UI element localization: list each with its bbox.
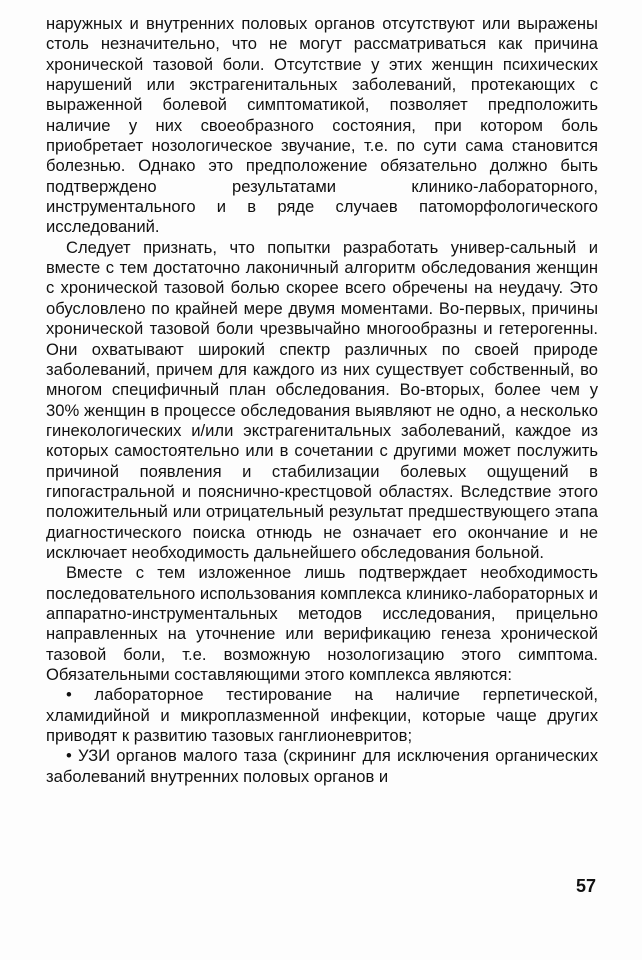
paragraph-algorithm: Следует признать, что попытки разработать универ-сальный и вместе с тем достаточно лаконичный алгоритм обследования женщин с хронической тазовой болью скорее всего обречены на неудачу. Это обусловлено по крайней мере двумя моментами. Во-первых, причины хронической тазовой боли чрезвычайно многообразны и гетерогенны. Они охватывают широкий спектр различных по своей природе заболеваний, причем для каждого из них существует собственный, во многом специфичный план обследования. Во-вторых, более чем у 30% женщин в процессе обследования выявляют не одно, а несколько гинекологических и/или экстрагенитальных заболеваний, каждое из которых самостоятельно или в сочетании с другими может послужить причиной появления и стабилизации болевых ощущений в гипогастральной и пояснично-крестцовой областях. Вследствие этого положительный или отрицательный результат предшествующего этапа диагностического поиска отнюдь не означает его окончание и не исключает необходимость дальнейшего обследования больной. bbox=[46, 237, 598, 562]
paragraph-methods: Вместе с тем изложенное лишь подтверждает необходимость последовательного использования комплекса клинико-лабораторных и аппаратно-инструментальных методов исследования, прицельно направленных на уточнение или верификацию генеза хронической тазовой боли, т.е. возможную нозологизацию этого симптома. Обязательными составляющими этого комплекса являются: bbox=[46, 563, 598, 684]
list-item-lab-testing: • лабораторное тестирование на наличие герпетической, хламидийной и микроплазменной инфекции, которые чаще других приводят к развитию тазовых ганглионевритов; bbox=[46, 685, 598, 746]
list-item-ultrasound: • УЗИ органов малого таза (скрининг для исключения органических заболеваний внутренних половых органов и bbox=[46, 746, 598, 786]
body-text bbox=[46, 14, 598, 787]
page-number: 57 bbox=[575, 876, 596, 896]
paragraph-continued: наружных и внутренних половых органов отсутствуют или выражены столь незначительно, что не могут рассматриваться как причина хронической тазовой боли. Отсутствие у этих женщин психических нарушений или экстрагенитальных заболеваний, протекающих с выраженной болевой симптоматикой, позволяет предположить наличие у них своеобразного состояния, при котором боль приобретает нозологическое звучание, т.е. по сути сама становится болезнью. Однако это предположение обязательно должно быть подтверждено результатами клинико-лабораторного, инструментального и в ряде случаев патоморфологического исследований. bbox=[46, 14, 598, 237]
